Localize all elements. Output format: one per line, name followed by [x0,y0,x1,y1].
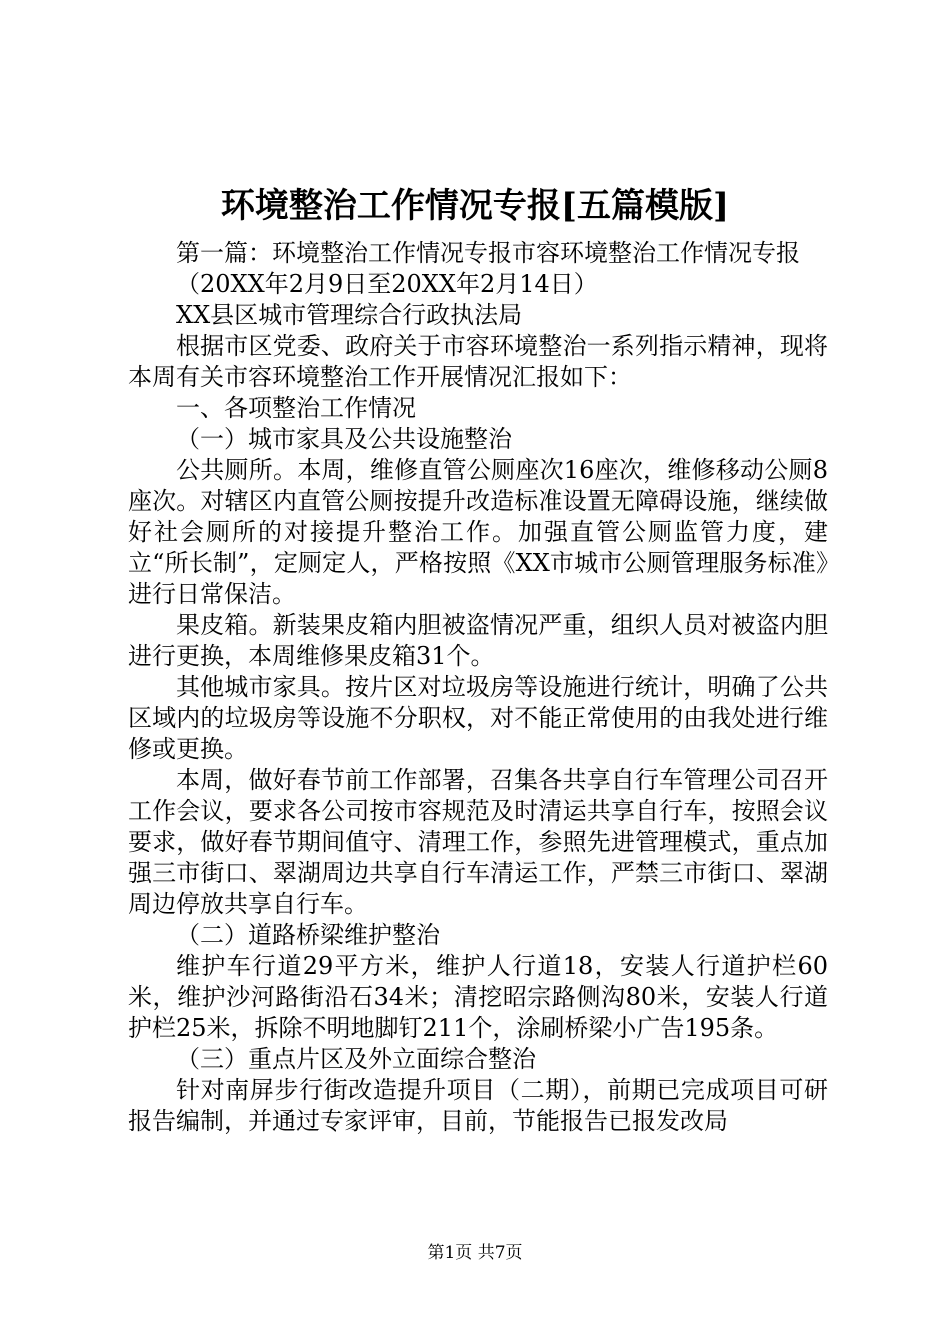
paragraph-toilets: 公共厕所。本周，维修直管公厕座次16座次，维修移动公厕8座次。对辖区内直管公厕按提升改造标准设置无障碍设施，继续做好社会厕所的对接提升整治工作。加强直管公厕监管力度，建立“所长制”，定厕定人，严格按照《XX市城市公厕管理服务标准》进行日常保洁。 [128,456,828,608]
paragraph-nanping: 针对南屏步行街改造提升项目（二期），前期已完成项目可研报告编制，并通过专家评审，目前，节能报告已报发改局 [128,1076,828,1135]
paragraph-heading-1: 一、各项整治工作情况 [176,394,416,422]
paragraph-intro: 根据市区党委、政府关于市容环境整治一系列指示精神，现将本周有关市容环境整治工作开展情况汇报如下： [128,332,828,391]
paragraph-subheading-2: （二）道路桥梁维护整治 [176,921,440,949]
paragraph-roads: 维护车行道29平方米，维护人行道18，安装人行道护栏60米，维护沙河路街沿石34米；清挖昭宗路侧沟80米，安装人行道护栏25米，拆除不明地脚钉211个，涂刷桥梁小广告195条。 [128,952,828,1042]
paragraph-other-furniture: 其他城市家具。按片区对垃圾房等设施进行统计，明确了公共区域内的垃圾房等设施不分职权，对不能正常使用的由我处进行维修或更换。 [128,673,828,763]
paragraph-issuer: XX县区城市管理综合行政执法局 [176,301,523,329]
document-body [128,238,828,1137]
paragraph-subheading-3: （三）重点片区及外立面综合整治 [176,1045,536,1073]
paragraph-shared-bikes: 本周，做好春节前工作部署，召集各共享自行车管理公司召开工作会议，要求各公司按市容规范及时清运共享自行车，按照会议要求，做好春节期间值守、清理工作，参照先进管理模式，重点加强三市街口、翠湖周边共享自行车清运工作，严禁三市街口、翠湖周边停放共享自行车。 [128,766,828,918]
paragraph-section-heading: 第一篇：环境整治工作情况专报市容环境整治工作情况专报 [176,239,800,267]
page-number: 第1页 共7页 [427,1243,523,1263]
paragraph-subheading-1: （一）城市家具及公共设施整治 [176,425,512,453]
paragraph-bins: 果皮箱。新装果皮箱内胆被盗情况严重，组织人员对被盗内胆进行更换，本周维修果皮箱31个。 [128,611,828,670]
document-title: 环境整治工作情况专报[五篇模版] [220,186,730,226]
paragraph-date-range: （20XX年2月9日至20XX年2月14日） [176,270,598,298]
